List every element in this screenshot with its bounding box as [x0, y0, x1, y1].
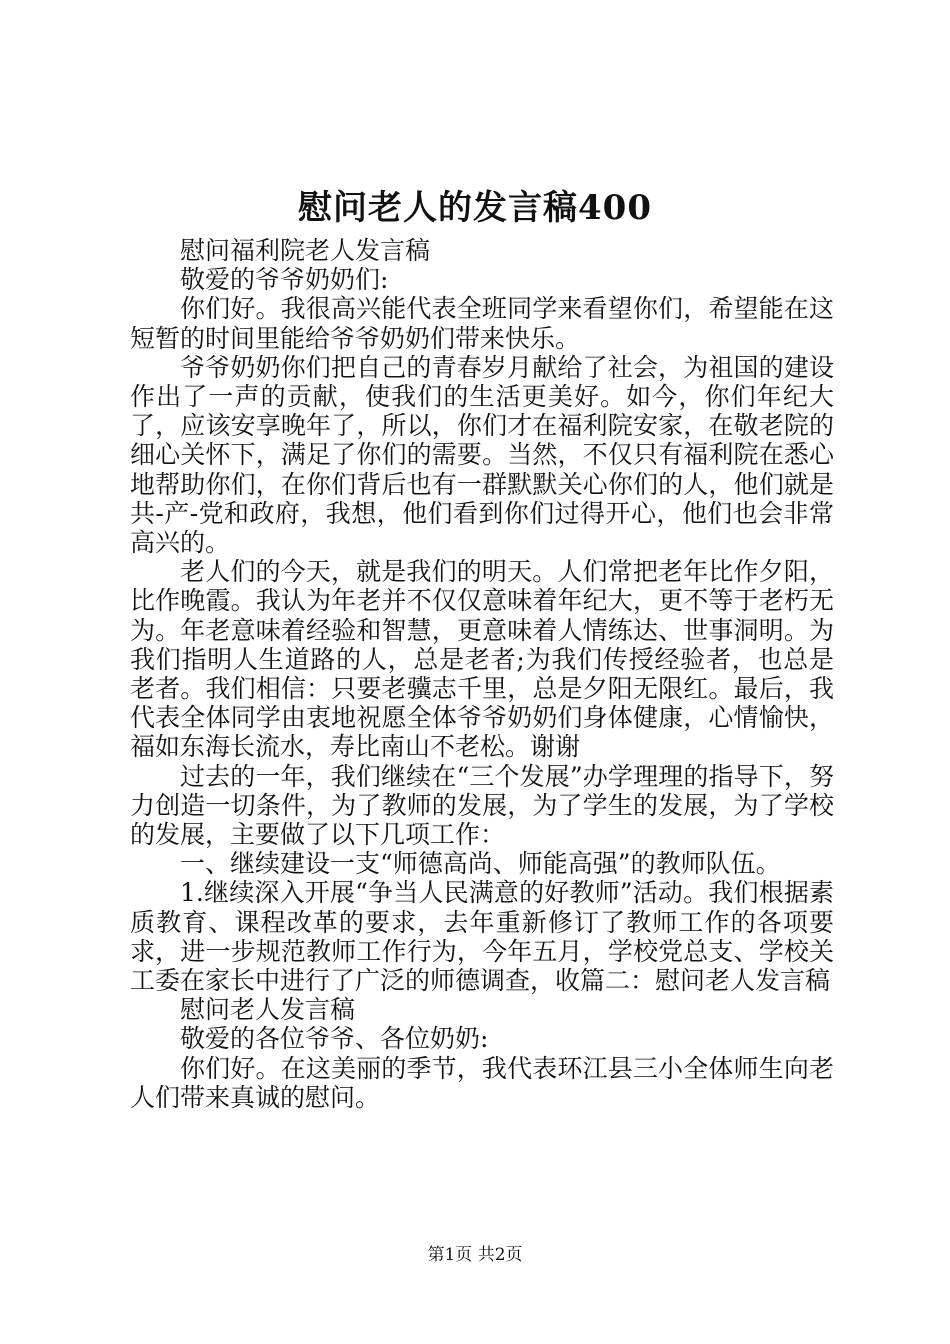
document-title: 慰问老人的发言稿400	[298, 188, 652, 228]
paragraph: 爷爷奶奶你们把自己的青春岁月献给了社会，为祖国的建设作出了一声的贡献，使我们的生活更美好。如今，你们年纪大了，应该安享晚年了，所以，你们才在福利院安家，在敬老院的细心关怀下，满足了你们的需要。当然，不仅只有福利院在悉心地帮助你们，在你们背后也有一群默默关心你们的人，他们就是共-产-党和政府，我想，他们看到你们过得开心，他们也会非常高兴的。	[130, 352, 834, 558]
page-footer: 第1页 共2页	[427, 1245, 523, 1265]
paragraph: 你们好。我很高兴能代表全班同学来看望你们，希望能在这短暂的时间里能给爷爷奶奶们带来快乐。	[130, 294, 834, 353]
paragraph: 慰问福利院老人发言稿	[180, 236, 431, 265]
paragraph: 一、继续建设一支“师德高尚、师能高强”的教师队伍。	[180, 849, 781, 879]
paragraph: 慰问老人发言稿	[180, 995, 356, 1025]
paragraph: 敬爱的各位爷爷、各位奶奶:	[180, 1024, 489, 1054]
document-body	[130, 236, 834, 1112]
paragraph: 1.继续深入开展“争当人民满意的好教师”活动。我们根据素质教育、课程改革的要求，去年重新修订了教师工作的各项要求，进一步规范教师工作行为，今年五月，学校党总支、学校关工委在家长中进行了广泛的师德调查，收篇二：慰问老人发言稿	[130, 878, 834, 996]
paragraph: 老人们的今天，就是我们的明天。人们常把老年比作夕阳，比作晚霞。我认为年老并不仅仅意味着年纪大，更不等于老朽无为。年老意味着经验和智慧，更意味着人情练达、世事洞明。为我们指明人生道路的人，总是老者;为我们传授经验者，也总是老者。我们相信：只要老骥志千里，总是夕阳无限红。最后，我代表全体同学由衷地祝愿全体爷爷奶奶们身体健康，心情愉快，福如东海长流水，寿比南山不老松。谢谢	[130, 557, 834, 762]
paragraph: 敬爱的爷爷奶奶们:	[180, 265, 389, 295]
paragraph: 过去的一年，我们继续在“三个发展”办学理理的指导下，努力创造一切条件，为了教师的发展，为了学生的发展，为了学校的发展，主要做了以下几项工作：	[130, 761, 834, 850]
paragraph: 你们好。在这美丽的季节，我代表环江县三小全体师生向老人们带来真诚的慰问。	[130, 1053, 834, 1112]
